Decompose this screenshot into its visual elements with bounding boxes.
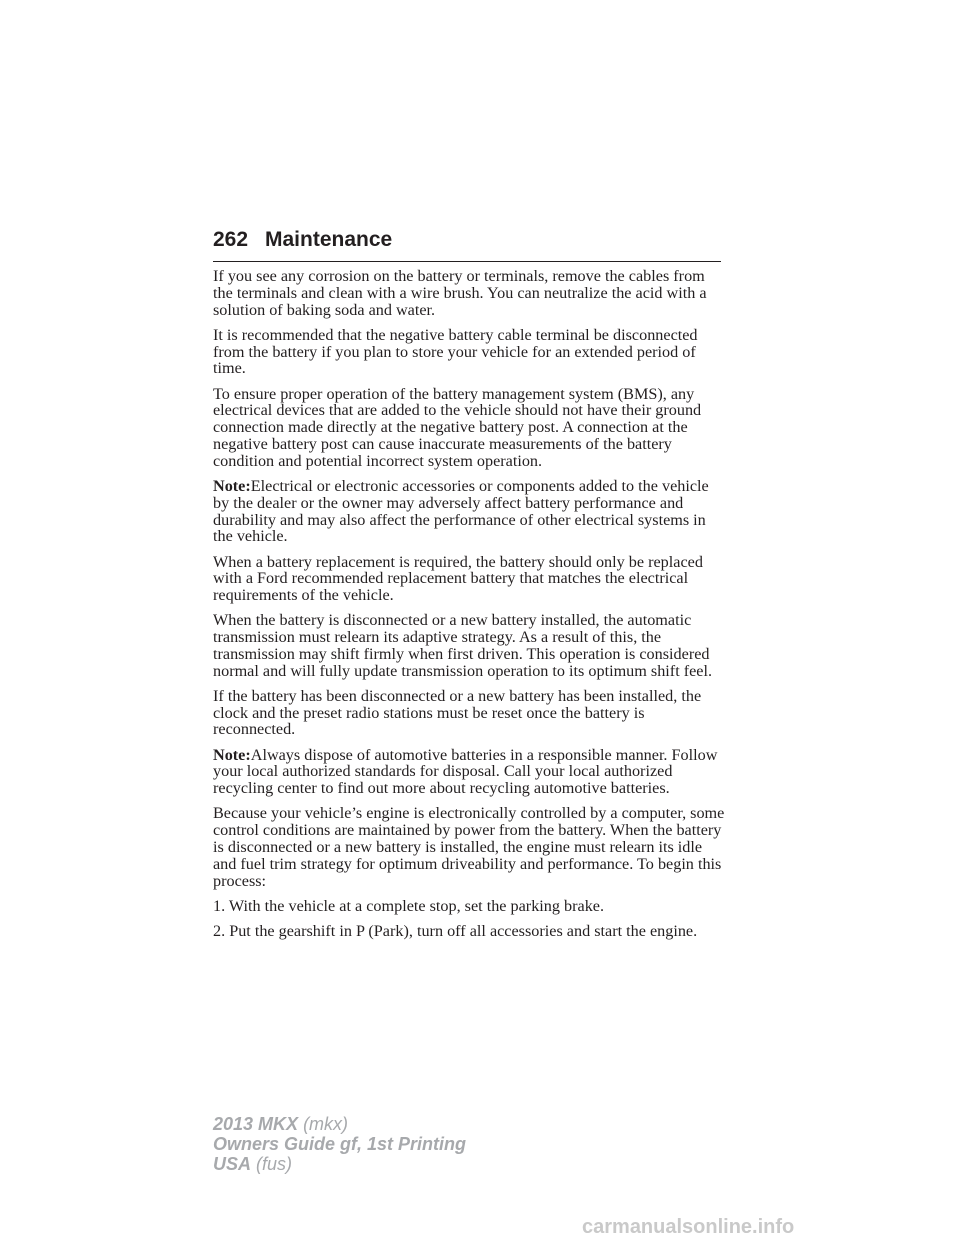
note-label: Note: — [213, 476, 251, 495]
note-paragraph — [213, 747, 725, 797]
note-label: Note: — [213, 745, 251, 764]
footer-model: 2013 MKX — [213, 1114, 299, 1134]
footer-line-market — [213, 1154, 466, 1174]
paragraph-text: If you see any corrosion on the battery or terminals, remove the cables from the terminals and clean with a wire brush. You can neutralize the acid with a solution of baking soda and water. — [213, 267, 707, 319]
header-rule — [213, 261, 721, 262]
paragraph-text: It is recommended that the negative battery cable terminal be disconnected from the battery if you plan to store your vehicle for an extended period of time. — [213, 325, 698, 378]
page-number: 262 — [213, 228, 249, 251]
footer-market: USA — [213, 1154, 252, 1174]
paragraph — [213, 386, 725, 470]
paragraph — [213, 688, 725, 738]
step-text: 2. Put the gearshift in P (Park), turn off all accessories and start the engine. — [213, 922, 698, 940]
step-item — [213, 923, 725, 940]
paragraph — [213, 554, 725, 604]
note-text: Always dispose of automotive batteries in a responsible manner. Follow your local authorized standards for disposal. Call your local authorized recycling center to find out more about recycling automotive batteries. — [213, 745, 718, 798]
paragraph — [213, 805, 725, 889]
paragraph-text: When a battery replacement is required, the battery should only be replaced with a Ford recommended replacement battery that matches the electrical requirements of the vehicle. — [213, 552, 703, 605]
body-text — [213, 268, 725, 948]
page-header — [213, 228, 721, 258]
paragraph-text: To ensure proper operation of the battery management system (BMS), any electrical devices that are added to the vehicle should not have their ground connection made directly at the negative battery post. A connection at the negative battery post can cause inaccurate measurements of the battery condition and potential incorrect system operation. — [213, 384, 702, 470]
paragraph-text: Because your vehicle’s engine is electronically controlled by a computer, some control conditions are maintained by power from the battery. When the battery is disconnected or a new battery is installed, the engine must relearn its idle and fuel trim strategy for optimum driveability and performance. To begin this process: — [213, 804, 725, 890]
footer-line-model — [213, 1114, 466, 1134]
paragraph — [213, 327, 725, 377]
section-title: Maintenance — [265, 228, 393, 251]
note-text: Electrical or electronic accessories or components added to the vehicle by the dealer or the owner may adversely affect battery performance and durability and may also affect the performance of other electrical systems in the vehicle. — [213, 476, 709, 546]
step-text: 1. With the vehicle at a complete stop, set the parking brake. — [213, 896, 605, 915]
paragraph-text: If the battery has been disconnected or a new battery has been installed, the clock and the preset radio stations must be reset once the battery is reconnected. — [213, 686, 702, 739]
paragraph — [213, 612, 725, 679]
footer-line-guide: Owners Guide gf, 1st Printing — [213, 1134, 467, 1154]
step-item — [213, 898, 725, 915]
paragraph-text: When the battery is disconnected or a new battery installed, the automatic transmission must relearn its adaptive strategy. As a result of this, the transmission may shift firmly when first driven. This operation is considered normal and will fully update transmission operation to its optimum shift feel. — [213, 611, 713, 680]
footer-model-code: (mkx) — [303, 1114, 349, 1134]
page-footer — [213, 1114, 466, 1174]
watermark: carmanualsonline.info — [582, 1216, 795, 1238]
footer-market-code: (fus) — [256, 1154, 293, 1174]
note-paragraph — [213, 478, 725, 545]
paragraph — [213, 268, 725, 318]
